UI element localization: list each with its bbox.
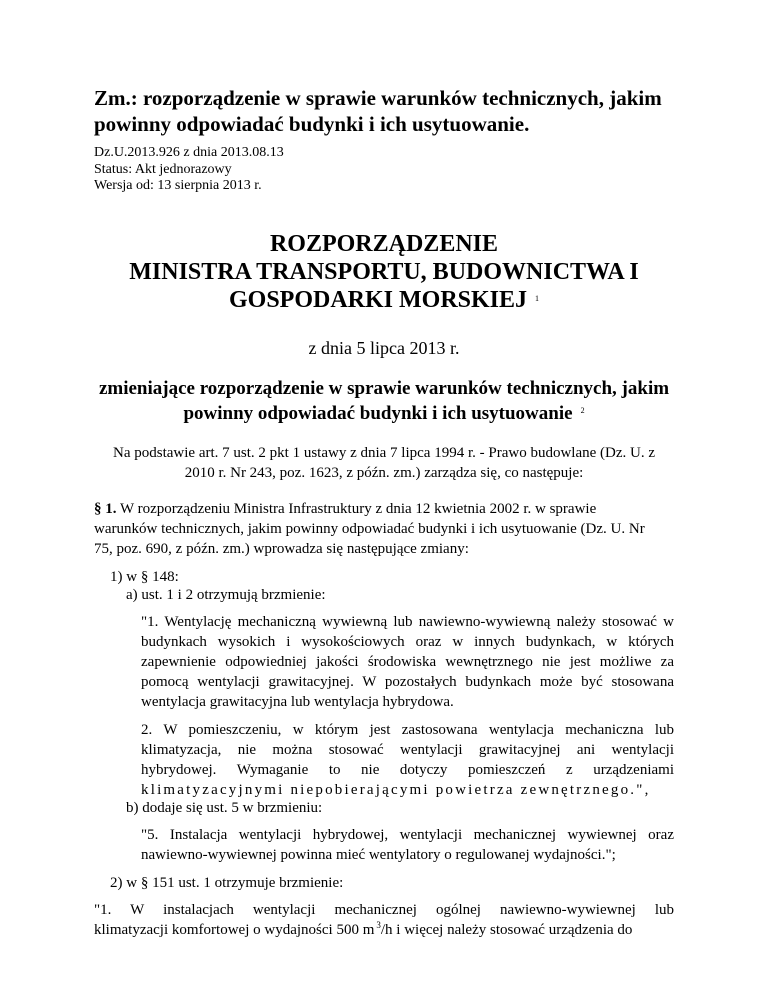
act-title-line3-text: GOSPODARKI MORSKIEJ bbox=[228, 287, 528, 313]
quote-1-line4: pomocą wentylacji grawitacyjnej. W pozostałych budynkach może być stosowana bbox=[141, 674, 674, 690]
quote-4-line1: "1. W instalacjach wentylacji mechanicznej ogólnej nawiewno-wywiewnej lub bbox=[94, 902, 674, 918]
item-1: 1) w § 148: bbox=[110, 569, 179, 585]
item-2: 2) w § 151 ust. 1 otrzymuje brzmienie: bbox=[110, 875, 344, 891]
header-title-line2: powinny odpowiadać budynki i ich usytuowanie. bbox=[94, 112, 530, 136]
paragraph-1-label: § 1. bbox=[94, 501, 117, 517]
quote-2-line4: klimatyzacyjnymi niepobierającymi powietrza zewnętrznego.", bbox=[141, 782, 651, 798]
quote-4-line2-part1: klimatyzacji komfortowej o wydajności 500 m bbox=[94, 922, 375, 938]
quote-2-line3: hybrydowej. Wymaganie to nie dotyczy pomieszczeń z urządzeniami bbox=[141, 762, 674, 778]
legal-basis-line1: Na podstawie art. 7 ust. 2 pkt 1 ustawy z dnia 7 lipca 1994 r. - Prawo budowlane (Dz. U. z bbox=[113, 445, 655, 461]
paragraph-1-line3: 75, poz. 690, z późn. zm.) wprowadza się następujące zmiany: bbox=[94, 541, 469, 557]
act-subject-line2-text: powinny odpowiadać budynki i ich usytuowanie bbox=[183, 403, 573, 424]
header-meta-journal: Dz.U.2013.926 z dnia 2013.08.13 bbox=[94, 145, 284, 160]
header-meta-status: Status: Akt jednorazowy bbox=[94, 162, 232, 177]
quote-3-line2: nawiewno-wywiewnej powinna mieć wentylatory o regulowanej wydajności."; bbox=[141, 847, 616, 863]
paragraph-1-line1 bbox=[94, 501, 596, 518]
quote-1-line3: zapewnienie odpowiedniej jakości środowiska wewnętrznego nie jest możliwe za bbox=[141, 654, 674, 670]
header-title-line1: Zm.: rozporządzenie w sprawie warunków technicznych, jakim bbox=[94, 86, 662, 110]
footnote-ref-1[interactable]: 1 bbox=[535, 294, 540, 303]
quote-1-line2: budynkach wysokich i wysokościowych oraz w innych budynkach, w których bbox=[141, 634, 674, 650]
paragraph-1-line1-text: W rozporządzeniu Ministra Infrastruktury z dnia 12 kwietnia 2002 r. w sprawie bbox=[116, 501, 597, 517]
paragraph-1-line2: warunków technicznych, jakim powinny odpowiadać budynki i ich usytuowanie (Dz. U. Nr bbox=[94, 521, 645, 537]
act-title-line1: ROZPORZĄDZENIE bbox=[269, 231, 499, 257]
superscript-3: 3 bbox=[376, 920, 381, 930]
quote-4-line2 bbox=[94, 922, 632, 939]
act-title-line3 bbox=[0, 287, 768, 314]
act-title-line2: MINISTRA TRANSPORTU, BUDOWNICTWA I bbox=[129, 259, 639, 285]
act-subject-line1: zmieniające rozporządzenie w sprawie warunków technicznych, jakim bbox=[98, 378, 670, 399]
quote-3-line1: "5. Instalacja wentylacji hybrydowej, wentylacji mechanicznej wywiewnej oraz bbox=[141, 827, 674, 843]
quote-1-line5: wentylacja grawitacyjna lub wentylacja hybrydowa. bbox=[141, 694, 454, 710]
item-1a: a) ust. 1 i 2 otrzymują brzmienie: bbox=[126, 587, 326, 603]
footnote-ref-2[interactable]: 2 bbox=[580, 406, 585, 415]
quote-1-line1: "1. Wentylację mechaniczną wywiewną lub nawiewno-wywiewną należy stosować w bbox=[141, 614, 674, 630]
quote-4-line2-part2: /h i więcej należy stosować urządzenia do bbox=[380, 922, 633, 938]
act-subject-line2 bbox=[0, 403, 768, 425]
act-date: z dnia 5 lipca 2013 r. bbox=[308, 338, 460, 358]
quote-2-line1: 2. W pomieszczeniu, w którym jest zastosowana wentylacja mechaniczna lub bbox=[141, 722, 674, 738]
quote-2-line2: klimatyzacja, nie można stosować wentylacji grawitacyjnej ani wentylacji bbox=[141, 742, 674, 758]
header-meta-version: Wersja od: 13 sierpnia 2013 r. bbox=[94, 178, 262, 193]
legal-basis-line2: 2010 r. Nr 243, poz. 1623, z późn. zm.) zarządza się, co następuje: bbox=[184, 465, 584, 481]
item-1b: b) dodaje się ust. 5 w brzmieniu: bbox=[126, 800, 323, 816]
